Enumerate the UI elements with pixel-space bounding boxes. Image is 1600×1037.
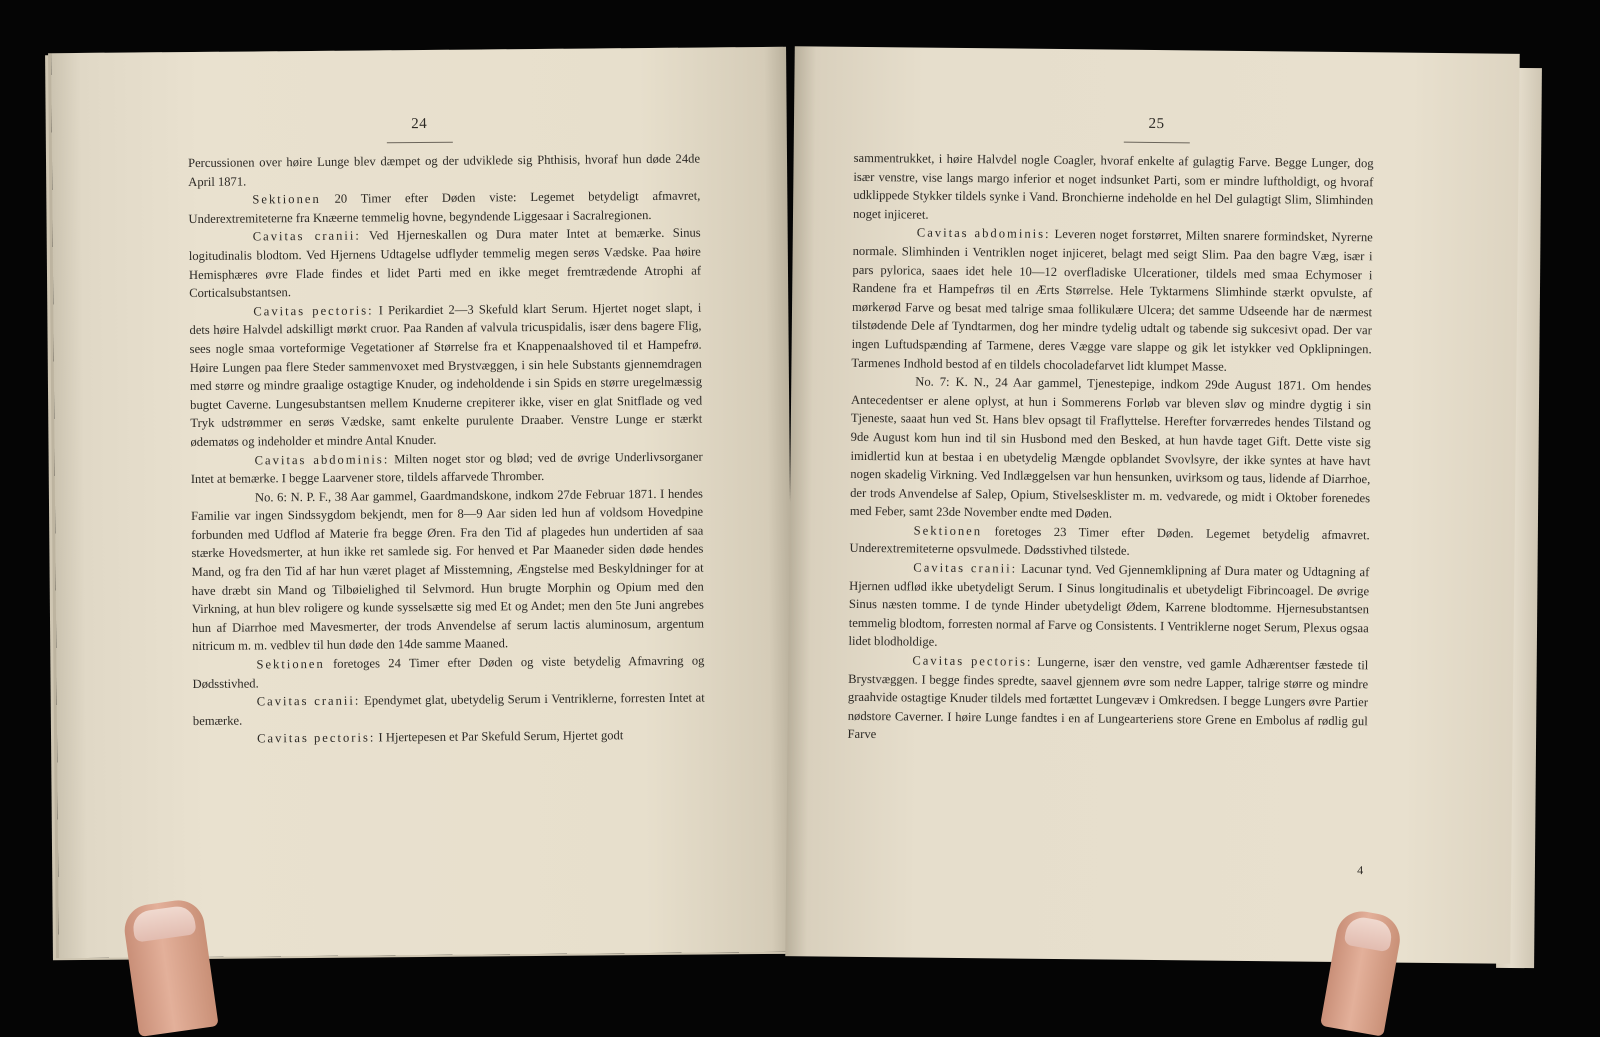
- paragraph-text: 20 Timer efter Døden viste: Legemet betydeligt afmavret, Underextremiteterne fra Knæerne temmelig hovne, begyndende Liggesaar i Sacralregionen.: [188, 188, 701, 226]
- thumbnail: [1344, 915, 1395, 953]
- paragraph-text: I Hjertepesen et Par Skefuld Serum, Hjertet godt: [375, 728, 624, 745]
- paragraph: [853, 149, 1374, 229]
- paragraph-text: Leveren noget forstørret, Milten snarere formindsket, Nyrerne normale. Slimhinden i Ventriklen noget injiceret, belagt med seigt Slim. Paa den bagre Væg, især i pars pylorica, saaes idet hele 10—12 overfladiske Ulcerationer, tildels med smaa Echymoser i Randene fra et Hampefrøs til en Ærts Størrelse. Hele Tyktarmens Slimhinde stærkt opvulste, af mørkerød Farve og besat med talrige smaa follikulære Ulcera; det samme Udseende har de nærmest tilstødende Dele af Tyndtarmen, dog her mindre tydelig udtalt og tabende sig sukcesivt opad. Der var ingen Luftudspænding af Tarmene, deres Vægge vare slappe og gik let istykker ved Opklipningen. Tarmenes Indhold bestod af en tildels chocoladefarvet lidt klumpet Masse.: [851, 227, 1373, 374]
- paragraph-text: No. 7: K. N., 24 Aar gammel, Tjenestepige, indkom 29de August 1871. Om hendes Antecedentser er alene oplyst, at hun i Sommerens Forløb var bleven sløv og mindre dygtig i sin Tjeneste, saaat hun ved St. Hans blev opsagt til Fraflyttelse. Herefter forværredes hendes Tilstand og 9de August kom hun ind til sin Husbond med den Besked, at hun havde taget Gift. Dette viste sig imidlertid kun at bestaa i en ubetydelig Mængde opblandet Svovlsyre, der ikke syntes at have havt nogen skadelig Virkning. Ved Indlæggelsen var hun hensunken, uvirksom og taus, lidende af Diarrhoe, der trods Anvendelse af Salep, Opium, Stivelsesklister m. m. vedvarede, og midt i Oktober forenedes med Feber, samt 23de November endte med Døden.: [849, 374, 1372, 521]
- signature-mark: 4: [1357, 863, 1364, 878]
- paragraph-text: No. 6: N. P. F., 38 Aar gammel, Gaardmandskone, indkom 27de Februar 1871. I hendes Familie var ingen Sindssygdom bekjendt, men for 8—9 Aar siden led hun af voldsom Hovedpine forbunden med Udflod af Materie fra begge Øren. Fra den Tid af plagedes hun undertiden af saa stærke Hovedsmerter, at hun ikke ret samlede sig. For henved et Par Maaneder siden døde hendes Mand, og fra den Tid af har hun været plaget af Misstemning, Ængstelse med Beskyldninger for at have dræbt sin Mand og Tilbøielighed til Selvmord. Hun brugte Morphin og Opium med den Virkning, at hun blev roligere og kunde sysselsætte sig med Et og Andet; men den 5te Juni angrebes hun af Diarrhoe med Mavesmerter, der trods Anvendelse af serum lactis aluminosum, argentum nitricum m. m. vedblev til hun døde den 14de samme Maaned.: [191, 486, 705, 654]
- paragraph-text: Ved Hjerneskallen og Dura mater Intet at bemærke. Sinus logitudinalis blodtom. Ved Hjernens Udtagelse udflyder temmelig megen serøs Vædske. Paa høire Hemisphæres øvre Flade findes et lidet Parti med en ikke meget fremtrædende Atrophi af Corticalsubstantsen.: [188, 225, 702, 301]
- paragraph: [191, 484, 704, 656]
- paragraph: [849, 521, 1369, 564]
- section-heading: Cavitas pectoris:: [912, 653, 1033, 669]
- paragraph: [189, 298, 702, 451]
- paragraph-text: Lungerne, især den venstre, ved gamle Adhærentser fæstede til Brystvæggen. I begge findes spredte, saavel gjennem øvre som nedre Lapper, talrige større og mindre graahvide ostagtige Knuder tildels med fortættet Lungevæv i Omkredsen. I begge Lungers øvre Partier nødstore Caverner. I høire Lunge fandtes i en af Lungearteriens store Grene en Embolus af rødlig gul Farve: [847, 654, 1369, 742]
- header-rule: [1123, 142, 1189, 144]
- section-heading: Sektionen: [913, 523, 983, 539]
- section-heading: Sektionen: [252, 192, 321, 207]
- paragraph: [193, 689, 705, 731]
- paragraph: [848, 558, 1369, 656]
- paragraph-text: sammentrukket, i høire Halvdel nogle Coagler, hvoraf enkelte af gulagtig Farve. Begge Lunger, dog især venstre, vise langs margo inferior et noget indsunket Parti, som er mindre luftholdigt, og hvoraf udklippede Stykker tildels synke i Vand. Bronchierne indeholde en hel Del gulagtigt Slim, Slimhinden noget injiceret.: [852, 150, 1374, 222]
- paragraph-text: Lacunar tynd. Ved Gjennemklipning af Dura mater og Udtagning af Hjernen udflød ikke ubetydeligt Serum. I Sinus longitudinalis et ubetydeligt Fibrincoagel. De øvrige Sinus næsten tomme. I de tynde Hinder ubetydeligt Ødem, Karrene blodtomme. Hjernesubstantsen temmelig blodtom, forresten normal af Farve og Consistents. I Ventriklerne noget Serum, Plexus ogsaa lidet blodholdige.: [848, 561, 1370, 650]
- section-heading: Cavitas abdominis:: [254, 451, 390, 467]
- paragraph: [191, 447, 703, 489]
- page-number: 25: [1148, 115, 1165, 133]
- left-page: [51, 47, 794, 958]
- page-body: [188, 150, 705, 749]
- right-page: [785, 46, 1519, 964]
- paragraph: [847, 651, 1368, 749]
- section-heading: Cavitas cranii:: [256, 693, 361, 709]
- thumbnail: [131, 904, 197, 942]
- section-heading: Cavitas pectoris:: [256, 730, 376, 746]
- paragraph-text: foretoges 24 Timer efter Døden og viste betydelig Afmavring og Dødsstivhed.: [192, 653, 705, 691]
- section-heading: Cavitas abdominis:: [916, 225, 1051, 242]
- paragraph-text: Milten noget stor og blød; ved de øvrige Underlivsorganer Intet at bemærke. I begge Laarvener store, tildels affarvede Thromber.: [190, 449, 703, 487]
- paragraph: [851, 223, 1373, 377]
- paragraph: [850, 372, 1372, 526]
- paragraph: [193, 726, 705, 749]
- section-heading: Sektionen: [256, 656, 325, 672]
- section-heading: Cavitas cranii:: [252, 228, 361, 244]
- paragraph-text: Ependymet glat, ubetydelig Serum i Ventriklerne, forresten Intet at bemærke.: [192, 690, 705, 728]
- paragraph: [188, 150, 700, 192]
- section-heading: Cavitas pectoris:: [253, 303, 374, 319]
- paragraph: [189, 224, 702, 303]
- page-body: [847, 149, 1373, 749]
- section-heading: Cavitas cranii:: [913, 560, 1018, 576]
- paragraph-text: I Perikardiet 2—3 Skefuld klart Serum. Hjertet noget slapt, i dets høire Halvdel adskilligt mørkt cruor. Paa Randen af valvula tricuspidalis, især dens bagere Flig, sees nogle smaa vorteformige Vegetationer af Størrelse fra et Knappenaalshoved til et Hampefrø. Høire Lungen paa flere Steder sammenvoxet med Brystvæggen, i sin hele Substants gjennemdragen med større og mindre graalige ostagtige Knuder, og indeholdende i sin Spids en større uregelmæssig bugtet Caverne. Lungesubstantsen mellem Knuderne crepiterer ikke, viser en glat Snitflade og ved Tryk udstrømmer en serøs Vædske, samt enkelte purulente Draaber. Venstre Lunge er stærkt ødematøs og indeholder et mindre Antal Knuder.: [189, 300, 703, 449]
- paragraph-text: Percussionen over høire Lunge blev dæmpet og der udviklede sig Phthisis, hvoraf hun døde 24de April 1871.: [187, 151, 701, 189]
- paragraph-text: foretoges 23 Timer efter Døden. Legemet betydelig afmavret. Underextremiteterne opsvulmede. Dødsstivhed tilstede.: [849, 524, 1370, 559]
- paragraph: [188, 187, 700, 229]
- page-number: 24: [411, 115, 428, 133]
- paragraph: [192, 652, 704, 694]
- header-rule: [386, 142, 452, 144]
